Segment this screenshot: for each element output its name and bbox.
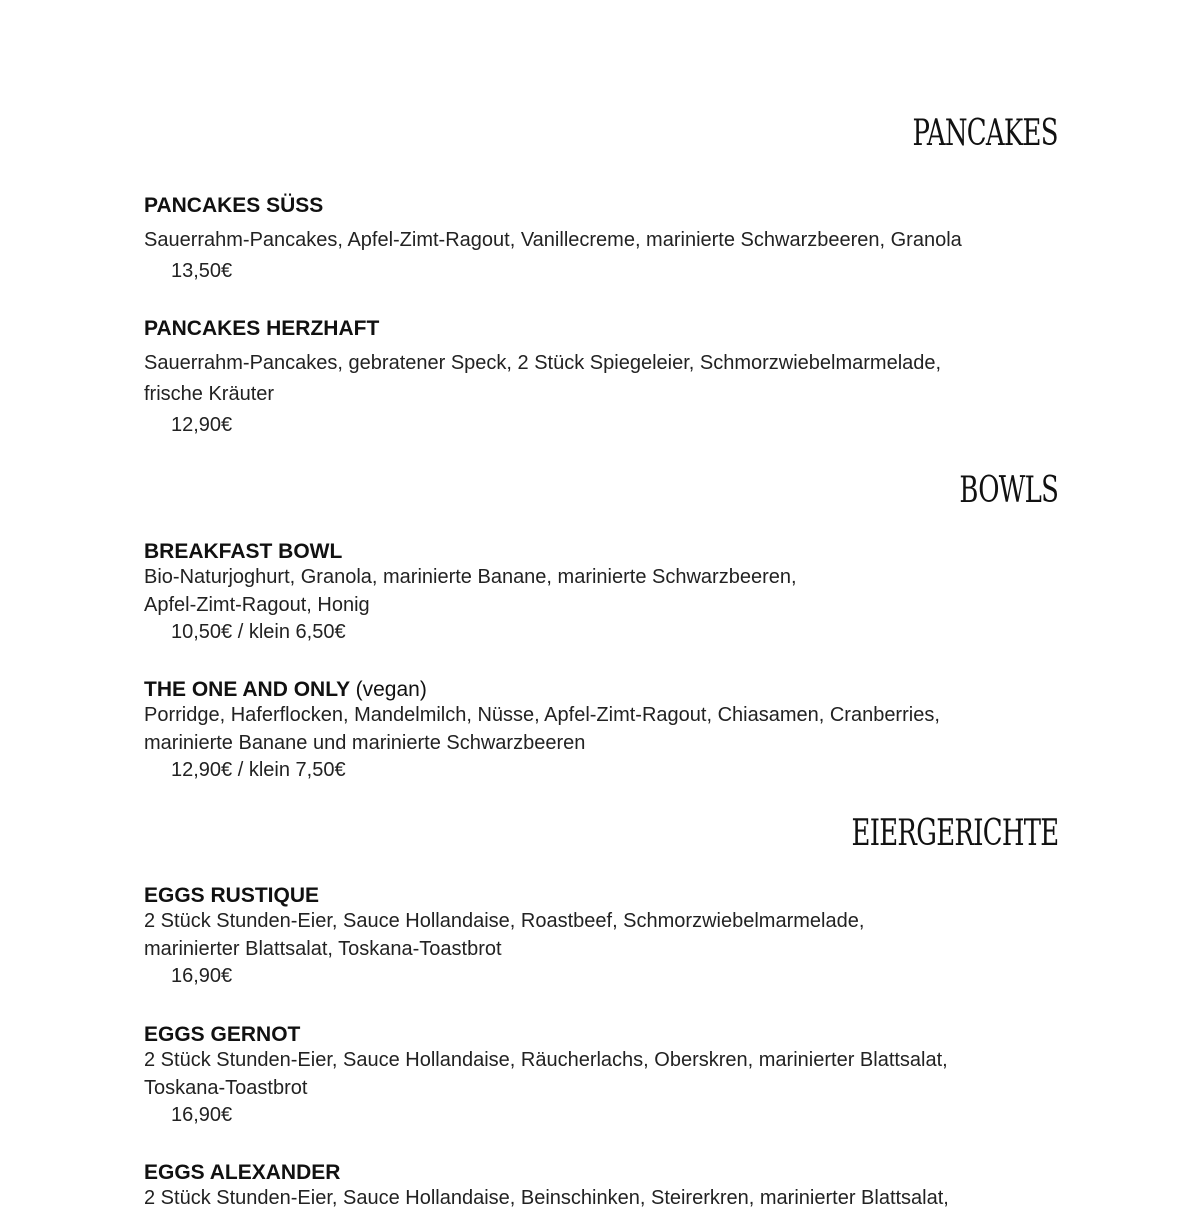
item-description-line: 2 Stück Stunden-Eier, Sauce Hollandaise, Räucherlachs, Oberskren, marinierter Blattsalat, <box>144 1049 948 1071</box>
item-name: PANCAKES SÜSS <box>144 194 324 217</box>
item-price: 13,50€ <box>171 260 233 282</box>
item-description-line: 2 Stück Stunden-Eier, Sauce Hollandaise, Roastbeef, Schmorzwiebelmarmelade, <box>144 910 865 932</box>
item-price: 10,50€ / klein 6,50€ <box>171 621 346 643</box>
item-description-line: Toskana-Toastbrot <box>144 1076 308 1099</box>
item-description-line: frische Kräuter <box>144 383 275 405</box>
item-name: PANCAKES HERZHAFT <box>144 317 380 340</box>
item-name: BREAKFAST BOWL <box>144 540 343 563</box>
item-name: EGGS ALEXANDER <box>144 1161 341 1184</box>
item-description <box>144 564 1064 619</box>
item-description <box>144 225 1064 256</box>
item-description <box>144 348 1064 410</box>
item-description-line: 2 Stück Stunden-Eier, Sauce Hollandaise, Beinschinken, Steirerkren, marinierter Blattsalat, <box>144 1187 949 1209</box>
section-title-bowls: BOWLS <box>959 470 1058 511</box>
menu-item-pancakes-herzhaft <box>144 318 1064 441</box>
menu-item-pancakes-suess <box>144 195 1064 287</box>
item-name: EGGS GERNOT <box>144 1023 301 1046</box>
menu-item-eggs-rustique <box>144 885 1064 991</box>
item-name: THE ONE AND ONLY (vegan) <box>144 678 427 701</box>
item-description <box>144 702 1064 757</box>
section-title-eiergerichte: EIERGERICHTE <box>851 813 1058 854</box>
item-description <box>144 908 1064 963</box>
menu-item-breakfast-bowl <box>144 541 1064 647</box>
item-description <box>144 1185 1064 1213</box>
item-price: 16,90€ <box>171 1104 233 1126</box>
section-title-pancakes: PANCAKES <box>912 113 1058 154</box>
item-name: EGGS RUSTIQUE <box>144 884 320 907</box>
item-price: 12,90€ <box>171 414 233 436</box>
item-description-line: Bio-Naturjoghurt, Granola, marinierte Banane, marinierte Schwarzbeeren, <box>144 566 797 588</box>
item-description-line: Apfel-Zimt-Ragout, Honig <box>144 593 370 616</box>
item-description-line: marinierte Banane und marinierte Schwarzbeeren <box>144 731 586 754</box>
menu-item-the-one-and-only <box>144 679 1064 785</box>
item-note: (vegan) <box>355 678 427 701</box>
item-description-line: Sauerrahm-Pancakes, gebratener Speck, 2 Stück Spiegeleier, Schmorzwiebelmarmelade, <box>144 352 942 374</box>
item-description-line: Sauerrahm-Pancakes, Apfel-Zimt-Ragout, Vanillecreme, marinierte Schwarzbeeren, Granola <box>144 229 962 251</box>
item-description-line: marinierter Blattsalat, Toskana-Toastbrot <box>144 937 502 960</box>
item-description-line: Porridge, Haferflocken, Mandelmilch, Nüsse, Apfel-Zimt-Ragout, Chiasamen, Cranberries, <box>144 704 940 726</box>
item-price: 12,90€ / klein 7,50€ <box>171 759 346 781</box>
item-description <box>144 1047 1064 1102</box>
menu-item-eggs-alexander <box>144 1162 1064 1213</box>
menu-item-eggs-gernot <box>144 1024 1064 1130</box>
item-price: 16,90€ <box>171 965 233 987</box>
